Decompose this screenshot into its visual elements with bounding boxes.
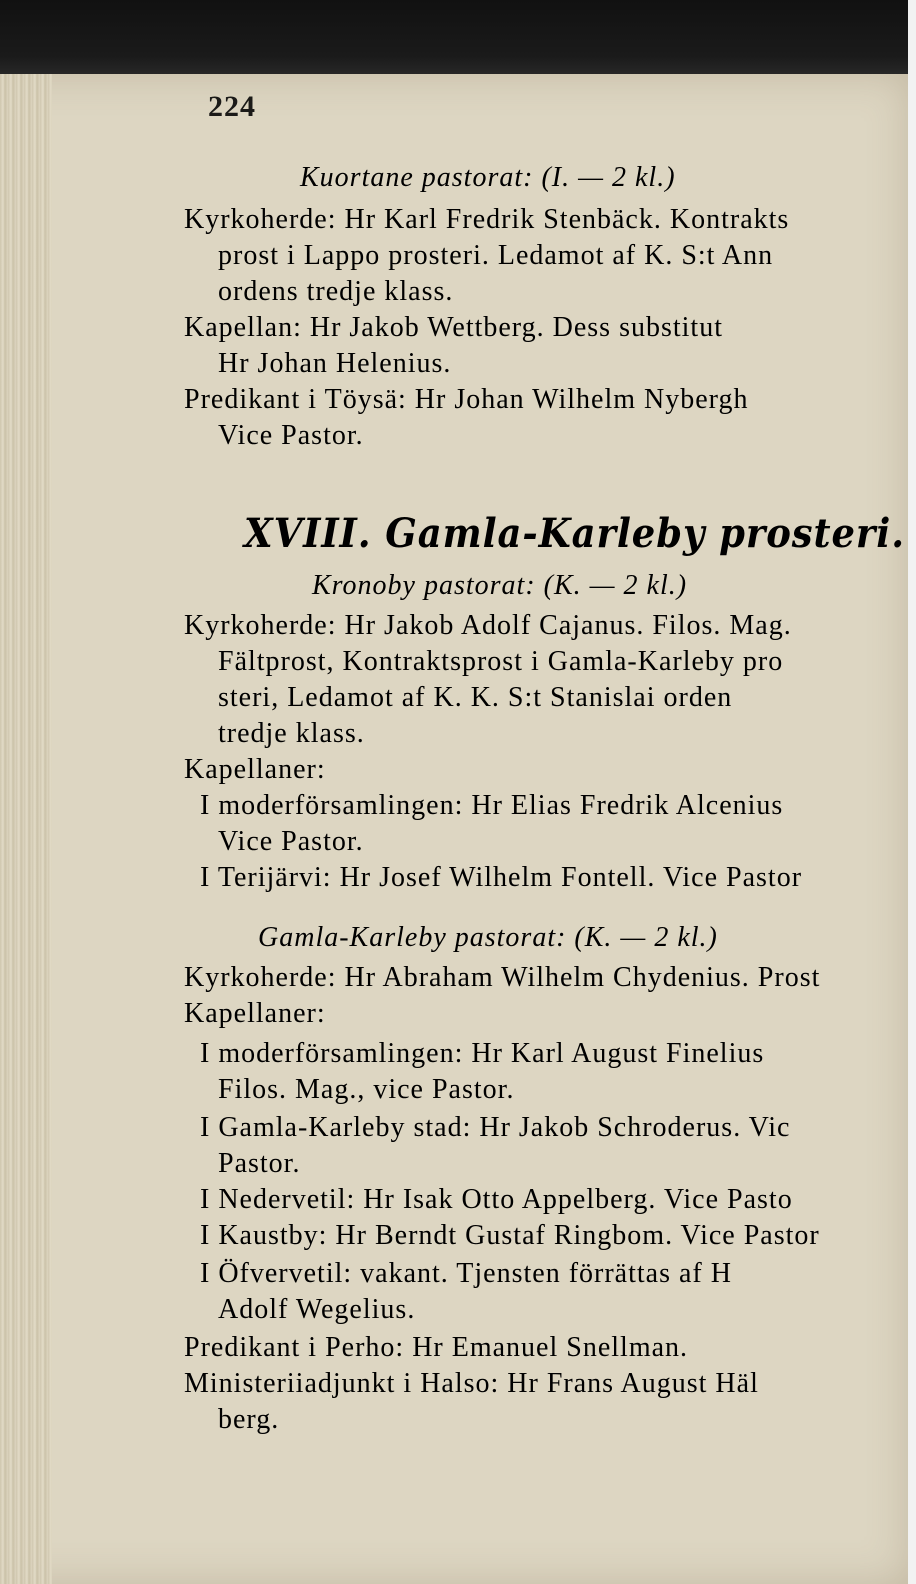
kronoby-line: Kyrkoherde: Hr Jakob Adolf Cajanus. Filos. Mag. [184, 610, 792, 641]
kuortane-line: ordens tredje klass. [218, 276, 454, 307]
kuortane-line: Predikant i Töysä: Hr Johan Wilhelm Nybergh [184, 384, 749, 415]
gamla-karleby-line: I Öfvervetil: vakant. Tjensten förrättas af H [200, 1258, 732, 1289]
gamla-karleby-line: I Kaustby: Hr Berndt Gustaf Ringbom. Vice Pastor [200, 1220, 820, 1251]
gamla-karleby-line: Pastor. [218, 1148, 301, 1179]
kuortane-line: Vice Pastor. [218, 420, 364, 451]
kronoby-heading: Kronoby pastorat: (K. — 2 kl.) [312, 570, 688, 601]
kuortane-heading: Kuortane pastorat: (I. — 2 kl.) [300, 162, 676, 193]
gamla-karleby-line: Kapellaner: [184, 998, 326, 1029]
kuortane-line: Kyrkoherde: Hr Karl Fredrik Stenbäck. Kontrakts [184, 204, 790, 235]
gamla-karleby-line: Filos. Mag., vice Pastor. [218, 1074, 515, 1105]
gamla-karleby-heading: Gamla-Karleby pastorat: (K. — 2 kl.) [258, 922, 718, 953]
gamla-karleby-line: I Gamla-Karleby stad: Hr Jakob Schroderus. Vic [200, 1112, 791, 1143]
scan-dark-border [0, 0, 916, 80]
section-title: XVIII. Gamla-Karleby prosteri. [244, 510, 905, 557]
kronoby-line: Kapellaner: [184, 754, 326, 785]
page-number: 224 [208, 90, 256, 123]
gamla-karleby-line: I Nedervetil: Hr Isak Otto Appelberg. Vice Pasto [200, 1184, 793, 1215]
kronoby-line: Vice Pastor. [218, 826, 364, 857]
kronoby-line: tredje klass. [218, 718, 365, 749]
gamla-karleby-line: Adolf Wegelius. [218, 1294, 416, 1325]
kronoby-line: steri, Ledamot af K. K. S:t Stanislai orden [218, 682, 733, 713]
kuortane-line: Hr Johan Helenius. [218, 348, 452, 379]
kuortane-line: prost i Lappo prosteri. Ledamot af K. S:t Ann [218, 240, 774, 271]
gamla-karleby-line: I moderförsamlingen: Hr Karl August Finelius [200, 1038, 765, 1069]
kronoby-line: Fältprost, Kontraktsprost i Gamla-Karleby pro [218, 646, 784, 677]
gamla-karleby-line: berg. [218, 1404, 280, 1435]
kuortane-line: Kapellan: Hr Jakob Wettberg. Dess substitut [184, 312, 723, 343]
scan-right-margin [908, 0, 916, 1584]
kronoby-line: I Terijärvi: Hr Josef Wilhelm Fontell. Vice Pastor [200, 862, 803, 893]
gamla-karleby-line: Kyrkoherde: Hr Abraham Wilhelm Chydenius. Prost [184, 962, 821, 993]
gamla-karleby-line: Predikant i Perho: Hr Emanuel Snellman. [184, 1332, 689, 1363]
page-edge-stack [0, 74, 52, 1584]
gamla-karleby-line: Ministeriiadjunkt i Halso: Hr Frans August Häl [184, 1368, 759, 1399]
kronoby-line: I moderförsamlingen: Hr Elias Fredrik Alcenius [200, 790, 784, 821]
